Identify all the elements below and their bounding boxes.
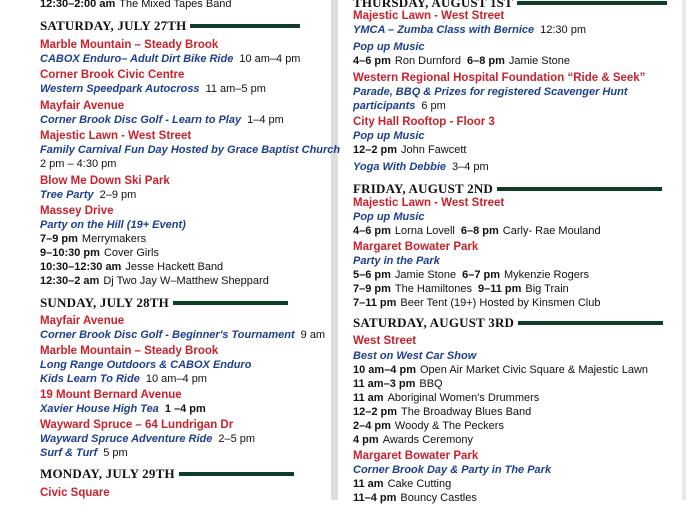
event-title: Long Range Outdoors & CABOX Enduro <box>40 359 252 371</box>
performer: BBQ <box>419 378 443 390</box>
schedule-line <box>40 261 223 274</box>
day-heading-text: SATURDAY, JULY 27TH <box>40 18 187 33</box>
venue-name: West Street <box>353 335 417 347</box>
event-line <box>353 100 446 113</box>
venue-name: City Hall Rooftop - Floor 3 <box>353 116 495 128</box>
event-time: 5 pm <box>103 447 128 459</box>
time: 9–11 pm <box>477 283 522 295</box>
event-line <box>40 114 284 127</box>
venue-name: Majestic Lawn - West Street <box>353 197 505 209</box>
venue-name: Wayward Spruce – 64 Lundrigan Dr <box>40 419 234 431</box>
venue-name: 19 Mount Bernard Avenue <box>40 389 182 401</box>
time: 6–8 pm <box>460 225 499 237</box>
schedule-line <box>353 269 589 282</box>
event-line <box>40 83 266 96</box>
time: 4–6 pm <box>353 225 391 237</box>
time: 12:30–2:00 am <box>40 0 116 10</box>
venue-name: Majestic Lawn - West Street <box>353 10 505 22</box>
performer: Dj Two Jay W–Matthew Sheppard <box>103 275 269 287</box>
heading-rule <box>518 321 663 325</box>
event-time: 1–4 pm <box>247 114 284 126</box>
heading-rule <box>190 24 300 28</box>
time: 11–4 pm <box>353 492 397 504</box>
event-time: 10 am–4 pm <box>239 53 301 65</box>
heading-rule <box>173 301 288 305</box>
event-line <box>40 53 300 66</box>
performer: John Fawcett <box>401 144 467 156</box>
event-title: Surf & Turf <box>40 447 98 459</box>
event-time: 3–4 pm <box>452 161 489 173</box>
day-heading <box>353 0 667 9</box>
event-title: Western Speedpark Autocross <box>40 83 200 95</box>
schedule-line <box>353 392 539 405</box>
performer: The Hamiltones <box>394 283 472 295</box>
event-time: 11 am–5 pm <box>205 83 266 95</box>
time: 9–10:30 pm <box>40 247 100 259</box>
venue-name: Western Regional Hospital Foundation “Ride & Seek” <box>353 72 646 84</box>
performer: Aboriginal Women's Drummers <box>387 392 540 404</box>
event-time: 2–9 pm <box>99 189 137 201</box>
event-title: YMCA – Zumba Class with Bernice <box>353 24 535 36</box>
event-title: Pop up Music <box>353 211 425 223</box>
schedule-line <box>353 406 531 419</box>
venue-name: Majestic Lawn - West Street <box>40 130 192 142</box>
event-line <box>40 403 206 416</box>
time: 7–11 pm <box>353 297 397 309</box>
event-title: Corner Brook Disc Golf - Learn to Play <box>40 114 242 126</box>
venue-name: Margaret Bowater Park <box>353 241 479 253</box>
event-time: 9 am <box>300 329 326 341</box>
time: 11 am <box>353 392 384 404</box>
event-title: Yoga With Debbie <box>353 161 446 173</box>
schedule-line <box>40 275 269 288</box>
schedule-line <box>353 492 477 505</box>
day-heading-text: THURSDAY, AUGUST 1ST <box>353 0 513 10</box>
performer: Big Train <box>525 283 569 295</box>
column-divider <box>331 0 338 500</box>
schedule-line <box>353 283 569 296</box>
schedule-line <box>353 144 466 157</box>
time: 11 am <box>353 478 384 490</box>
performer: Bouncy Castles <box>400 492 477 504</box>
venue-name: Marble Mountain – Steady Brook <box>40 345 219 357</box>
heading-rule <box>517 1 667 5</box>
schedule-line <box>353 478 451 491</box>
schedule-line <box>353 225 601 238</box>
event-time: 12:30 pm <box>540 24 587 36</box>
day-heading-text: FRIDAY, AUGUST 2ND <box>353 181 494 196</box>
event-line <box>353 24 586 37</box>
venue-name: Massey Drive <box>40 205 114 217</box>
day-heading <box>40 19 300 32</box>
day-heading <box>40 467 294 480</box>
performer: Beer Tent (19+) Hosted by Kinsmen Club <box>400 297 601 309</box>
performer: Awards Ceremony <box>382 434 473 446</box>
time: 6–8 pm <box>466 55 505 67</box>
page-edge <box>682 0 686 500</box>
performer: 2 pm – 4:30 pm <box>40 158 117 170</box>
performer: The Broadway Blues Band <box>401 406 532 418</box>
day-heading <box>353 182 662 195</box>
time: 4 pm <box>353 434 379 446</box>
performer: Jamie Stone <box>508 55 571 67</box>
event-title: Kids Learn To Ride <box>40 373 140 385</box>
day-heading-text: MONDAY, JULY 29TH <box>40 466 175 481</box>
venue-name: Mayfair Avenue <box>40 100 125 112</box>
time: 10 am–4 pm <box>353 364 416 376</box>
event-time: 6 pm <box>421 100 446 112</box>
time: 4–6 pm <box>353 55 391 67</box>
time: 12:30–2 am <box>40 275 100 287</box>
heading-rule <box>497 187 662 191</box>
event-title: participants <box>353 100 416 112</box>
schedule-line <box>40 247 159 260</box>
schedule-line <box>40 233 146 246</box>
event-title: Family Carnival Fun Day Hosted by Grace Baptist Church <box>40 144 341 156</box>
performer: Jesse Hackett Band <box>125 261 224 273</box>
time: 12–2 pm <box>353 406 398 418</box>
schedule-line <box>353 434 473 447</box>
venue-name: Blow Me Down Ski Park <box>40 175 170 187</box>
performer: Cake Cutting <box>387 478 452 490</box>
venue-name: Marble Mountain – Steady Brook <box>40 39 219 51</box>
schedule-line <box>353 297 600 310</box>
event-line <box>40 447 128 460</box>
event-line <box>40 329 325 342</box>
performer: Mykenzie Rogers <box>504 269 589 281</box>
performer: Jamie Stone <box>394 269 457 281</box>
event-time: 1 –4 pm <box>164 403 206 415</box>
time: 5–6 pm <box>353 269 391 281</box>
venue-name: Mayfair Avenue <box>40 315 125 327</box>
event-line <box>353 161 489 174</box>
time: 7–9 pm <box>353 283 391 295</box>
event-title: Party in the Park <box>353 255 440 267</box>
event-time: 10 am–4 pm <box>145 373 207 385</box>
event-title: Wayward Spruce Adventure Ride <box>40 433 213 445</box>
event-title: Xavier House High Tea <box>40 403 159 415</box>
schedule-line <box>40 0 232 11</box>
performer: Merrymakers <box>81 233 147 245</box>
time: 7–9 pm <box>40 233 78 245</box>
event-time: 2–5 pm <box>218 433 256 445</box>
event-title: Tree Party <box>40 189 94 201</box>
time: 11 am–3 pm <box>353 378 416 390</box>
time: 12–2 pm <box>353 144 398 156</box>
performer: The Mixed Tapes Band <box>119 0 232 10</box>
day-heading-text: SUNDAY, JULY 28TH <box>40 295 169 310</box>
performer: Carly- Rae Mouland <box>502 225 601 237</box>
time: 6–7 pm <box>462 269 500 281</box>
day-heading-text: SATURDAY, AUGUST 3RD <box>353 315 515 330</box>
time: 10:30–12:30 am <box>40 261 122 273</box>
performer: Ron Durnford <box>394 55 461 67</box>
schedule-line <box>353 420 504 433</box>
performer: Cover Girls <box>103 247 159 259</box>
event-line <box>40 373 207 386</box>
event-title: Pop up Music <box>353 41 425 53</box>
event-title: Parade, BBQ & Prizes for registered Scavenger Hunt <box>353 86 628 98</box>
event-title: CABOX Enduro– Adult Dirt Bike Ride <box>40 53 234 65</box>
schedule-line <box>353 364 648 377</box>
time: 2–4 pm <box>353 420 391 432</box>
event-title: Best on West Car Show <box>353 350 477 362</box>
venue-name: Corner Brook Civic Centre <box>40 69 185 81</box>
heading-rule <box>179 472 294 476</box>
event-title: Corner Brook Disc Golf - Beginner's Tournament <box>40 329 295 341</box>
performer: Lorna Lovell <box>394 225 455 237</box>
event-line <box>40 189 136 202</box>
performer: Woody & The Peckers <box>394 420 504 432</box>
day-heading <box>40 296 288 309</box>
schedule-line <box>40 158 116 171</box>
performer: Open Air Market Civic Square & Majestic Lawn <box>419 364 649 376</box>
event-title: Pop up Music <box>353 130 425 142</box>
venue-name: Civic Square <box>40 487 110 499</box>
venue-name: Margaret Bowater Park <box>353 450 479 462</box>
day-heading <box>353 316 663 329</box>
event-title: Party on the Hill (19+ Event) <box>40 219 186 231</box>
schedule-line <box>353 378 443 391</box>
schedule-line <box>353 55 570 68</box>
event-title: Corner Brook Day & Party in The Park <box>353 464 552 476</box>
event-line <box>40 433 255 446</box>
